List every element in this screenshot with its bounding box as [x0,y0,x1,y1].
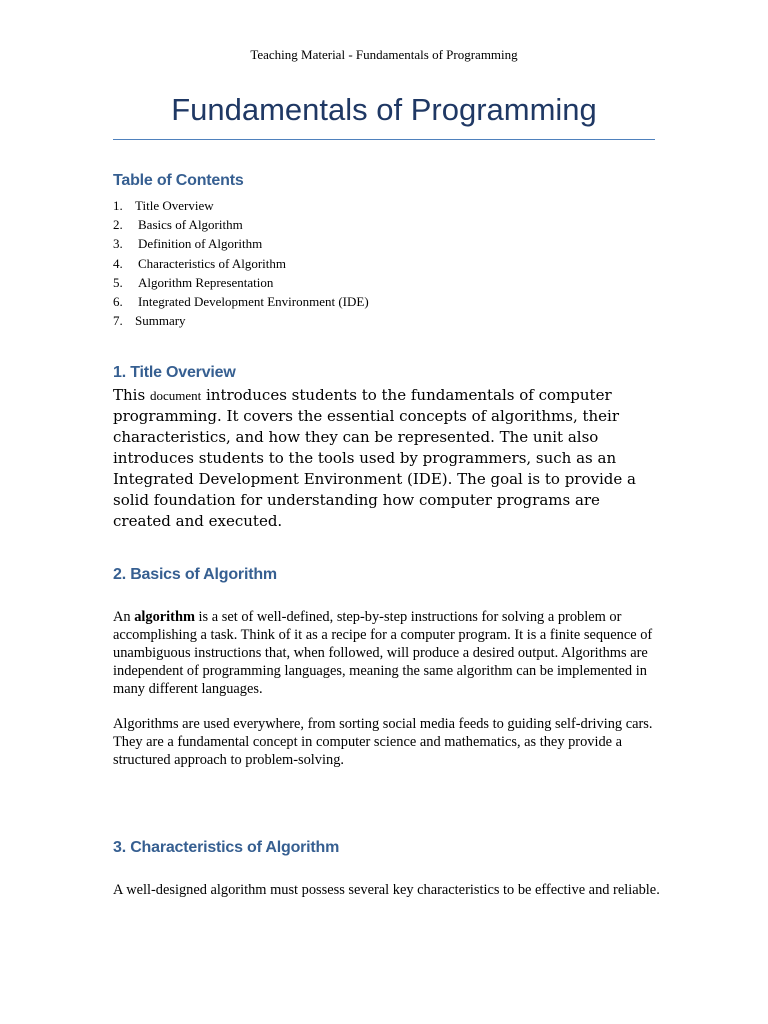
toc-item-label: Basics of Algorithm [138,217,243,233]
toc-item [113,292,369,311]
section-1-small-word: document [149,388,202,403]
running-header: Teaching Material - Fundamentals of Programming [250,47,518,62]
toc-item-number: 5. [113,274,123,290]
section-2-paragraph-2: Algorithms are used everywhere, from sorting social media feeds to guiding self-driving cars. They are a fundamental concept in computer science and mathematics, as they provide a structured approach to problem-solving. [113,716,653,768]
toc-item-number: 3. [113,236,123,252]
document-title: Fundamentals of Programming [171,92,597,127]
section-3-paragraph-1: A well-designed algorithm must possess several key characteristics to be effective and reliable. [113,882,660,898]
toc-item-number: 2. [113,217,123,233]
toc-item-number: 1. [113,198,123,213]
section-1-paragraph [113,385,658,532]
toc-item-number: 6. [113,293,123,309]
section-2-heading: 2. Basics of Algorithm [113,566,277,583]
toc-item-label: Characteristics of Algorithm [138,255,287,271]
section-1-lead-word: This [113,386,146,404]
section-2-term-algorithm: algorithm [134,609,195,625]
section-3-heading: 3. Characteristics of Algorithm [113,839,340,856]
toc-item [113,311,369,330]
section-1-heading: 1. Title Overview [113,364,236,381]
toc-item [113,196,369,215]
section-2-paragraph-1 [113,608,661,698]
toc-item [113,234,369,253]
toc-item-number: 7. [113,313,123,329]
toc-item-label: Algorithm Representation [138,274,274,290]
title-underline [113,139,655,140]
toc-item-label: Title Overview [135,198,214,213]
section-2-p1-post: is a set of well-defined, step-by-step instructions for solving a problem or accomplishing a task. Think of it as a recipe for a computer program. It is a finite sequence of unambiguous instructions that, when followed, will produce a desired output. Algorithms are independent of programming languages, meaning the same algorithm can be implemented in many different languages. [113,609,653,697]
toc-item [113,273,369,292]
toc-item [113,254,369,273]
toc-item-label: Definition of Algorithm [138,236,263,252]
section-1-body: introduces students to the fundamentals of computer programming. It covers the essential concepts of algorithms, their characteristics, and how they can be represented. The unit also introduces students to the tools used by programmers, such as an Integrated Development Environment (IDE). The goal is to provide a solid foundation for understanding how computer programs are created and executed. [113,386,636,530]
section-2-p1-pre: An [113,609,135,625]
table-of-contents [113,196,369,330]
toc-item [113,215,369,234]
toc-item-label: Integrated Development Environment (IDE) [138,293,369,309]
toc-item-number: 4. [113,255,123,271]
toc-item-label: Summary [135,313,186,329]
toc-heading: Table of Contents [113,172,244,189]
